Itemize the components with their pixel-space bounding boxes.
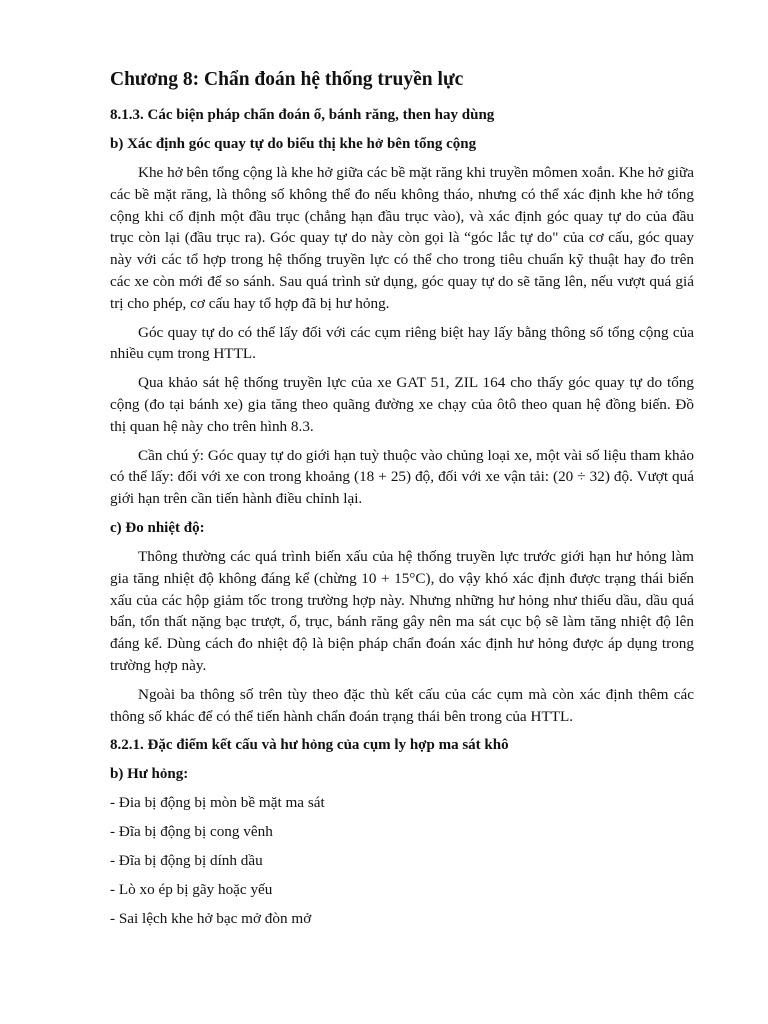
paragraph: Qua khảo sát hệ thống truyền lực của xe GAT 51, ZIL 164 cho thấy góc quay tự do tổng cộng (đo tại bánh xe) gia tăng theo quãng đường xe chạy của ôtô theo quan hệ đồng biến. Đồ thị quan hệ này cho trên hình 8.3. (110, 374, 694, 435)
list-item: - Sai lệch khe hở bạc mở đòn mở (110, 910, 312, 928)
paragraph: Khe hở bên tổng cộng là khe hở giữa các bề mặt răng khi truyền mômen xoắn. Khe hở giữa các bề mặt răng, là thông số không thể đo nếu không tháo, nhưng có thể xác định khe hở tổng cộng khi cố định một đầu trục (chẳng hạn đầu trục vào), và xác định góc quay tự do của đầu trục còn lại (đầu trục ra). Góc quay tự do này còn gọi là “góc lắc tự do" của cơ cấu, góc quay này với các tổ hợp trong hệ thống truyền lực có thể cho trong tiêu chuẩn kỹ thuật hay đo trên các xe còn mới để so sánh. Sau quá trình sử dụng, góc quay tự do sẽ tăng lên, nếu vượt quá giá trị cho phép, cơ cấu hay tổ hợp đã bị hư hỏng. (110, 164, 694, 312)
paragraph: Thông thường các quá trình biến xấu của hệ thống truyền lực trước giới hạn hư hỏng làm gia tăng nhiệt độ không đáng kể (chừng 10 + 15°C), do vậy khó xác định được trạng thái biến xấu của các hộp giảm tốc trong trường hợp này. Nhưng những hư hỏng như thiếu dầu, dầu quá bẩn, tổn thất nặng bạc trượt, ổ, trục, bánh răng gây nên ma sát cục bộ sẽ làm tăng nhiệt độ lên đáng kể. Dùng cách đo nhiệt độ là biện pháp chẩn đoán xác định hư hỏng được áp dụng trong trường hợp này. (110, 547, 694, 674)
subsection-heading-c: c) Đo nhiệt độ: (110, 519, 205, 536)
document-page (110, 66, 694, 937)
section-heading-8-1-3: 8.1.3. Các biện pháp chẩn đoán ổ, bánh răng, then hay dùng (110, 107, 495, 123)
list-item: - Đĩa bị động bị cong vênh (110, 823, 273, 841)
paragraph: Ngoài ba thông số trên tùy theo đặc thù kết cấu của các cụm mà còn xác định thêm các thông số khác để có thể tiến hành chẩn đoán trạng thái bên trong của HTTL. (110, 685, 694, 725)
list-item: - Lò xo ép bị gãy hoặc yếu (110, 881, 273, 899)
chapter-title: Chương 8: Chẩn đoán hệ thống truyền lực (110, 69, 464, 90)
list-item: - Đia bị động bị mòn bề mặt ma sát (110, 794, 325, 812)
list-item: - Đĩa bị động bị dính dầu (110, 852, 263, 870)
subsection-heading-b: b) Xác định góc quay tự do biểu thị khe hở bên tổng cộng (110, 136, 477, 152)
section-heading-8-2-1: 8.2.1. Đặc điểm kết cấu và hư hỏng của cụm ly hợp ma sát khô (110, 737, 509, 754)
paragraph: Góc quay tự do có thể lấy đối với các cụm riêng biệt hay lấy bằng thông số tổng cộng của nhiều cụm trong HTTL. (110, 323, 694, 363)
paragraph: Cần chú ý: Góc quay tự do giới hạn tuỳ thuộc vào chủng loại xe, một vài số liệu tham khảo có thể lấy: đối với xe con trong khoảng (18 + 25) độ, đối với xe vận tải: (20 ÷ 32) độ. Vượt quá giới hạn trên cần tiến hành điều chỉnh lại. (110, 446, 694, 508)
subsection-heading-faults: b) Hư hỏng: (110, 766, 189, 783)
